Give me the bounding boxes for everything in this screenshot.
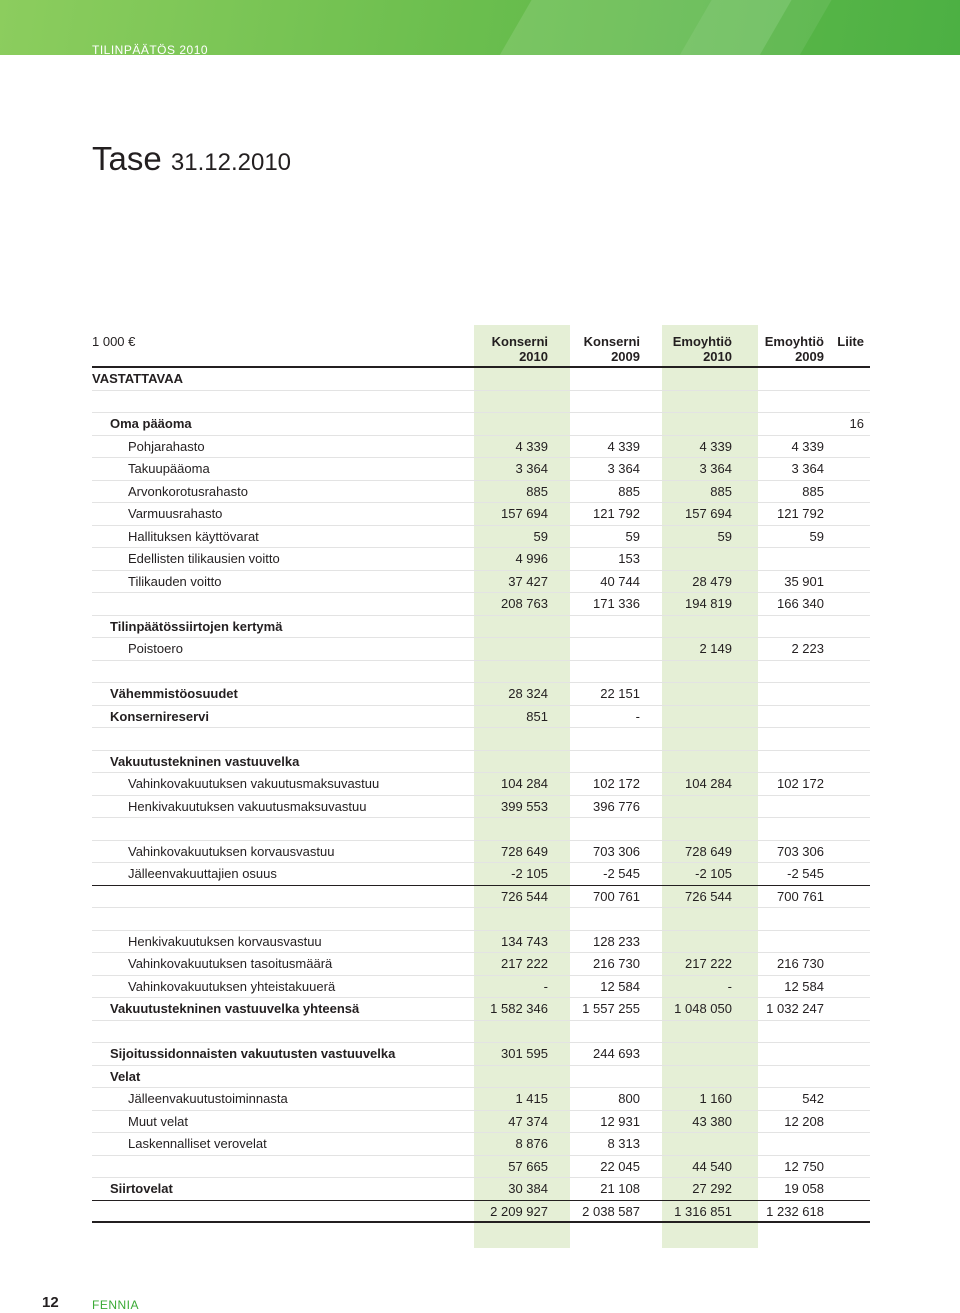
row-value: 104 284 [501,776,548,791]
row-value: 22 045 [600,1158,640,1174]
page-title-date: 31.12.2010 [170,149,292,176]
row-value: - [635,708,640,724]
row-value: 12 750 [784,1158,824,1174]
row-value: 2 209 927 [490,1203,548,1219]
row-value: 726 544 [685,888,732,904]
row-value: 4 996 [515,551,548,566]
table-row [92,413,870,436]
table-row [92,1201,870,1224]
row-label: Oma pääoma [110,416,192,431]
row-value: 700 761 [593,888,640,904]
header-label: TILINPÄÄTÖS 2010 [92,43,209,57]
table-row [92,796,870,819]
unit-label: 1 000 € [92,334,136,349]
row-value: 8 876 [515,1136,548,1151]
table-row [92,1111,870,1134]
row-label: Velat [110,1068,141,1084]
row-value: 8 313 [607,1136,640,1151]
row-value: 194 819 [685,596,732,611]
table-row [92,841,870,864]
row-value: 216 730 [593,956,640,971]
row-label: Henkivakuutuksen vakuutusmaksuvastuu [128,798,367,814]
row-value: - [543,978,548,994]
row-value: 28 324 [508,686,548,701]
row-value: 37 427 [508,573,548,589]
row-value: 3 364 [607,461,640,476]
balance-sheet-table [92,325,870,1223]
row-label: Vakuutustekninen vastuuvelka [110,753,300,769]
row-value: 59 [717,528,732,544]
row-value: 40 744 [600,573,640,589]
row-value: -2 105 [695,866,732,881]
row-value: 3 364 [791,461,824,476]
row-value: 153 [618,551,640,566]
row-value: 43 380 [692,1113,732,1129]
table-row [92,1156,870,1179]
spacer-row [92,1021,870,1044]
row-label: Pohjarahasto [128,438,205,454]
row-value: -2 545 [603,866,640,881]
row-label: Arvonkorotusrahasto [128,483,248,499]
row-value: 27 292 [692,1181,732,1196]
row-value: 1 032 247 [766,1001,824,1016]
row-value: 4 339 [699,438,732,454]
row-value: 217 222 [501,956,548,971]
row-value: 157 694 [685,506,732,521]
row-value: 121 792 [593,506,640,521]
row-value: 19 058 [784,1181,824,1196]
row-value: 1 557 255 [582,1001,640,1016]
row-value: 301 595 [501,1046,548,1061]
row-value: 57 665 [508,1158,548,1174]
row-value: 244 693 [593,1046,640,1061]
row-value: 12 584 [600,978,640,994]
row-value: 2 223 [791,641,824,656]
spacer-row [92,908,870,931]
footer-brand: FENNIA [92,1298,140,1312]
row-value: 4 339 [515,438,548,454]
row-value: 885 [802,483,824,499]
row-value: 102 172 [593,776,640,791]
row-value: 885 [710,483,732,499]
table-row [92,616,870,639]
row-label: Laskennalliset verovelat [128,1136,267,1151]
row-value: 12 931 [600,1113,640,1129]
table-row [92,998,870,1021]
row-value: 4 339 [791,438,824,454]
row-value: 399 553 [501,798,548,814]
row-value: -2 545 [787,866,824,881]
row-value: - [727,978,732,994]
row-value: 28 479 [692,573,732,589]
row-label: Vahinkovakuutuksen korvausvastuu [128,843,335,859]
table-row [92,436,870,459]
row-value: 1 415 [515,1091,548,1106]
row-value: 22 151 [600,686,640,701]
row-value: 542 [802,1091,824,1106]
row-value: 1 316 851 [674,1203,732,1219]
row-label: Vahinkovakuutuksen yhteistakuuerä [128,978,336,994]
page-number: 12 [42,1294,59,1311]
row-label: Jälleenvakuutustoiminnasta [128,1091,288,1106]
row-value: 59 [809,528,824,544]
row-value: 134 743 [501,933,548,949]
row-label: Konsernireservi [110,708,209,724]
row-label: Sijoitussidonnaisten vakuutusten vastuuvelka [110,1046,396,1061]
table-row [92,571,870,594]
row-value: 1 160 [699,1091,732,1106]
row-value: 1 582 346 [490,1001,548,1016]
row-value: 2 038 587 [582,1203,640,1219]
table-row [92,1043,870,1066]
row-value: 216 730 [777,956,824,971]
row-value: 3 364 [515,461,548,476]
row-value: 44 540 [692,1158,732,1174]
row-value: 851 [526,708,548,724]
table-row [92,886,870,909]
table-row [92,863,870,886]
row-label: Hallituksen käyttövarat [128,528,259,544]
table-row [92,481,870,504]
row-value: 728 649 [501,843,548,859]
row-value: 3 364 [699,461,732,476]
table-header [92,325,870,368]
table-row [92,773,870,796]
table-row [92,683,870,706]
table-row [92,593,870,616]
row-value: 885 [618,483,640,499]
spacer-row [92,391,870,414]
row-label: Vahinkovakuutuksen tasoitusmäärä [128,956,333,971]
row-label: Tilinpäätössiirtojen kertymä [110,618,283,634]
row-value: 700 761 [777,888,824,904]
row-label: Vahinkovakuutuksen vakuutusmaksuvastuu [128,776,380,791]
row-value: 16 [849,416,864,431]
row-label: VASTATTAVAA [92,371,183,386]
col-header-3: Emoyhtiö 2010 [672,334,732,364]
row-value: 102 172 [777,776,824,791]
row-value: 30 384 [508,1181,548,1196]
row-value: 12 584 [784,978,824,994]
table-row [92,751,870,774]
spacer-row [92,661,870,684]
table-row [92,953,870,976]
table-row [92,931,870,954]
row-value: 396 776 [593,798,640,814]
row-value: 104 284 [685,776,732,791]
row-value: 726 544 [501,888,548,904]
table-row [92,706,870,729]
col-header-liite: Liite [837,334,864,349]
row-label: Vakuutustekninen vastuuvelka yhteensä [110,1001,360,1016]
row-label: Tilikauden voitto [128,573,222,589]
row-label: Jälleenvakuuttajien osuus [128,866,277,881]
row-value: 166 340 [777,596,824,611]
row-label: Varmuusrahasto [128,506,223,521]
spacer-row [92,728,870,751]
row-value: 121 792 [777,506,824,521]
col-header-4: Emoyhtiö 2009 [764,334,824,364]
row-value: 217 222 [685,956,732,971]
col-header-1: Konserni 2010 [491,334,548,364]
row-value: -2 105 [511,866,548,881]
table-row [92,1178,870,1201]
row-value: 703 306 [777,843,824,859]
spacer-row [92,818,870,841]
page-title [92,140,291,182]
row-label: Vähemmistöosuudet [110,686,238,701]
col-header-2: Konserni 2009 [583,334,640,364]
table-body [92,368,870,1223]
table-row [92,458,870,481]
row-value: 1 232 618 [766,1203,824,1219]
table-row [92,1088,870,1111]
table-row [92,503,870,526]
row-value: 47 374 [508,1113,548,1129]
table-row [92,638,870,661]
row-label: Edellisten tilikausien voitto [128,551,280,566]
row-value: 885 [526,483,548,499]
row-value: 59 [625,528,640,544]
row-value: 208 763 [501,596,548,611]
row-value: 171 336 [593,596,640,611]
row-value: 703 306 [593,843,640,859]
row-value: 800 [618,1091,640,1106]
row-label: Henkivakuutuksen korvausvastuu [128,933,322,949]
row-value: 4 339 [607,438,640,454]
row-value: 128 233 [593,933,640,949]
row-value: 35 901 [784,573,824,589]
table-row [92,1066,870,1089]
row-value: 12 208 [784,1113,824,1129]
row-value: 157 694 [501,506,548,521]
table-row [92,1133,870,1156]
table-row [92,548,870,571]
table-row [92,526,870,549]
row-value: 21 108 [600,1181,640,1196]
row-value: 1 048 050 [674,1001,732,1016]
row-label: Siirtovelat [110,1181,173,1196]
row-value: 2 149 [699,641,732,656]
row-value: 728 649 [685,843,732,859]
row-label: Muut velat [128,1113,188,1129]
table-row [92,976,870,999]
row-label: Takuupääoma [128,461,210,476]
row-label: Poistoero [128,641,183,656]
page-title-main: Tase [92,140,162,177]
row-value: 59 [533,528,548,544]
table-row [92,368,870,391]
